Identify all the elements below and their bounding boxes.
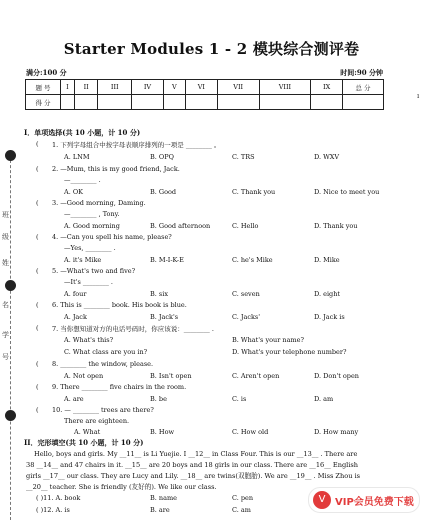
question-text: 9. There ________ five chairs in the room. xyxy=(52,383,187,391)
question-text: 8. ________ the window, please. xyxy=(52,360,154,368)
vip-download-badge[interactable] xyxy=(308,487,420,513)
option[interactable]: A. What xyxy=(74,428,101,436)
option[interactable]: D. How many xyxy=(314,428,359,436)
score-cell[interactable] xyxy=(163,95,185,110)
gutter-label: 名 xyxy=(2,301,9,309)
question-line: —________ . xyxy=(64,176,101,184)
score-cell[interactable] xyxy=(61,95,75,110)
score-cell[interactable] xyxy=(343,95,384,110)
option[interactable]: D. Jack is xyxy=(314,313,345,321)
option[interactable]: D. Nice to meet you xyxy=(314,188,380,196)
option[interactable]: B. six xyxy=(150,290,168,298)
question-paren: ( xyxy=(36,406,39,414)
table-cell: V xyxy=(163,80,185,95)
score-cell[interactable] xyxy=(74,95,98,110)
question-line: —Yes, ________ . xyxy=(64,244,116,252)
question-text: 10. — ________ trees are there? xyxy=(52,406,154,414)
question-paren: ( xyxy=(36,233,39,241)
option[interactable]: C. pen xyxy=(232,494,254,502)
table-row xyxy=(26,95,384,110)
option[interactable]: A. OK xyxy=(64,188,84,196)
question-paren: ( xyxy=(36,199,39,207)
option[interactable]: C. Thank you xyxy=(232,188,276,196)
question-paren: ( xyxy=(36,165,39,173)
gutter-label: 姓 xyxy=(2,259,9,267)
full-score: 满分:100 分 xyxy=(26,68,67,77)
option[interactable]: C. Hello xyxy=(232,222,259,230)
passage-line: __20__ teacher. She is friendly (友好的). We like our class. xyxy=(26,483,217,491)
option[interactable]: A. What's this? xyxy=(64,336,114,344)
table-cell: 得 分 xyxy=(26,95,61,110)
passage-line: 38 __14__ and 47 chairs in it. __15__ are 20 boys and 18 girls in our class. There are __16__ English xyxy=(26,461,359,469)
question-paren: ( xyxy=(36,140,39,148)
score-cell[interactable] xyxy=(311,95,343,110)
question-text: 4. —Can you spell his name, please? xyxy=(52,233,172,241)
option[interactable]: D. Mike xyxy=(314,256,340,264)
table-cell: 总 分 xyxy=(343,80,384,95)
option[interactable]: B. Good afternoon xyxy=(150,222,211,230)
question-line: —________ , Tony. xyxy=(64,210,120,218)
option[interactable]: C. Aren't open xyxy=(232,372,280,380)
question-text: 1. 下列字母组合中按字母表顺序排列的一项是 ________ 。 xyxy=(52,141,221,149)
question-line: There are eighteen. xyxy=(64,417,130,425)
section-heading: I．单项选择(共 10 小题，计 10 分) xyxy=(24,128,141,137)
option[interactable]: B. Jack's xyxy=(150,313,179,321)
option[interactable]: B. Good xyxy=(150,188,177,196)
gutter-label: 号 xyxy=(2,353,9,361)
option[interactable]: B. M-I-K-E xyxy=(150,256,184,264)
table-cell: IX xyxy=(311,80,343,95)
question-paren: ( xyxy=(36,383,39,391)
question-text: 5. —What's two and five? xyxy=(52,267,136,275)
gutter-label: 班 xyxy=(2,211,9,219)
score-cell[interactable] xyxy=(217,95,259,110)
table-cell: III xyxy=(98,80,132,95)
option[interactable]: D. What's your telephone number? xyxy=(232,348,347,356)
option[interactable]: D. Don't open xyxy=(314,372,359,380)
option[interactable]: D. am xyxy=(314,395,334,403)
option[interactable]: A. four xyxy=(64,290,87,298)
binding-hole xyxy=(5,280,16,291)
score-cell[interactable] xyxy=(98,95,132,110)
time-limit: 时间:90 分钟 xyxy=(340,68,383,77)
option[interactable]: B. are xyxy=(150,506,170,514)
option[interactable]: D. WXV xyxy=(314,153,340,161)
table-cell: VII xyxy=(217,80,259,95)
option[interactable]: A. Not open xyxy=(64,372,104,380)
page-title: Starter Modules 1 - 2 模块综合测评卷 xyxy=(63,40,360,58)
question-paren: ( xyxy=(36,324,39,332)
gutter-label: 级 xyxy=(2,233,9,241)
cloze-question[interactable]: ( )11. A. book xyxy=(36,494,81,502)
option[interactable]: A. LNM xyxy=(64,153,90,161)
score-cell[interactable] xyxy=(259,95,311,110)
option[interactable]: C. How old xyxy=(232,428,269,436)
vip-icon: V xyxy=(313,491,331,509)
vip-download-label: VIP会员免费下载 xyxy=(335,497,414,508)
option[interactable]: B. Isn't open xyxy=(150,372,192,380)
question-text: 3. —Good morning, Daming. xyxy=(52,199,146,207)
option[interactable]: D. Thank you xyxy=(314,222,358,230)
table-row xyxy=(26,80,384,95)
option[interactable]: C. is xyxy=(232,395,247,403)
gutter-label: 学 xyxy=(2,331,9,339)
question-text: 6. This is ________ book. His book is blue. xyxy=(52,301,187,309)
table-cell: VIII xyxy=(259,80,311,95)
question-line: —It's ________ . xyxy=(64,278,114,286)
binding-line xyxy=(10,150,11,520)
score-cell[interactable] xyxy=(185,95,217,110)
option[interactable]: B. be xyxy=(150,395,167,403)
option[interactable]: C. What class are you in? xyxy=(64,348,148,356)
option[interactable]: C. seven xyxy=(232,290,260,298)
option[interactable]: C. am xyxy=(232,506,251,514)
question-paren: ( xyxy=(36,301,39,309)
passage-line: Hello, boys and girls. My __11__ is Li Yuejie. I __12__ in Class Four. This is our __13__ . There are xyxy=(34,450,358,458)
table-cell: 题 号 xyxy=(26,80,61,95)
cloze-question[interactable]: ( )12. A. is xyxy=(36,506,70,514)
option[interactable]: C. Jacks' xyxy=(232,313,261,321)
question-paren: ( xyxy=(36,267,39,275)
option[interactable]: B. What's your name? xyxy=(232,336,304,344)
score-table xyxy=(25,79,384,110)
option[interactable]: D. eight xyxy=(314,290,340,298)
question-text: 2. —Mum, this is my good friend, Jack. xyxy=(52,165,180,173)
option[interactable]: C. TRS xyxy=(232,153,255,161)
section-heading: II．完形填空(共 10 小题，计 10 分) xyxy=(24,438,144,447)
question-paren: ( xyxy=(36,360,39,368)
question-text: 7. 当你想知道对方的电话号码时，你应该说：________ . xyxy=(52,325,214,333)
option[interactable]: C. he's Mike xyxy=(232,256,273,264)
option[interactable]: A. Good morning xyxy=(64,222,120,230)
table-cell: IV xyxy=(132,80,164,95)
passage-line: girls __17__ our class. They are Lucy and Lily. __18__ are twins(双胞胎). We are __19__ . Miss Zhou is xyxy=(26,472,361,480)
option[interactable]: B. OPQ xyxy=(150,153,174,161)
binding-hole xyxy=(5,410,16,421)
option[interactable]: B. name xyxy=(150,494,177,502)
table-cell: VI xyxy=(185,80,217,95)
binding-hole xyxy=(5,150,16,161)
option[interactable]: B. How xyxy=(150,428,175,436)
table-cell: II xyxy=(74,80,98,95)
score-cell[interactable] xyxy=(132,95,164,110)
edge-mark: ı xyxy=(417,92,420,100)
option[interactable]: A. Jack xyxy=(64,313,87,321)
table-cell: I xyxy=(61,80,75,95)
option[interactable]: A. it's Mike xyxy=(64,256,102,264)
option[interactable]: A. are xyxy=(64,395,84,403)
